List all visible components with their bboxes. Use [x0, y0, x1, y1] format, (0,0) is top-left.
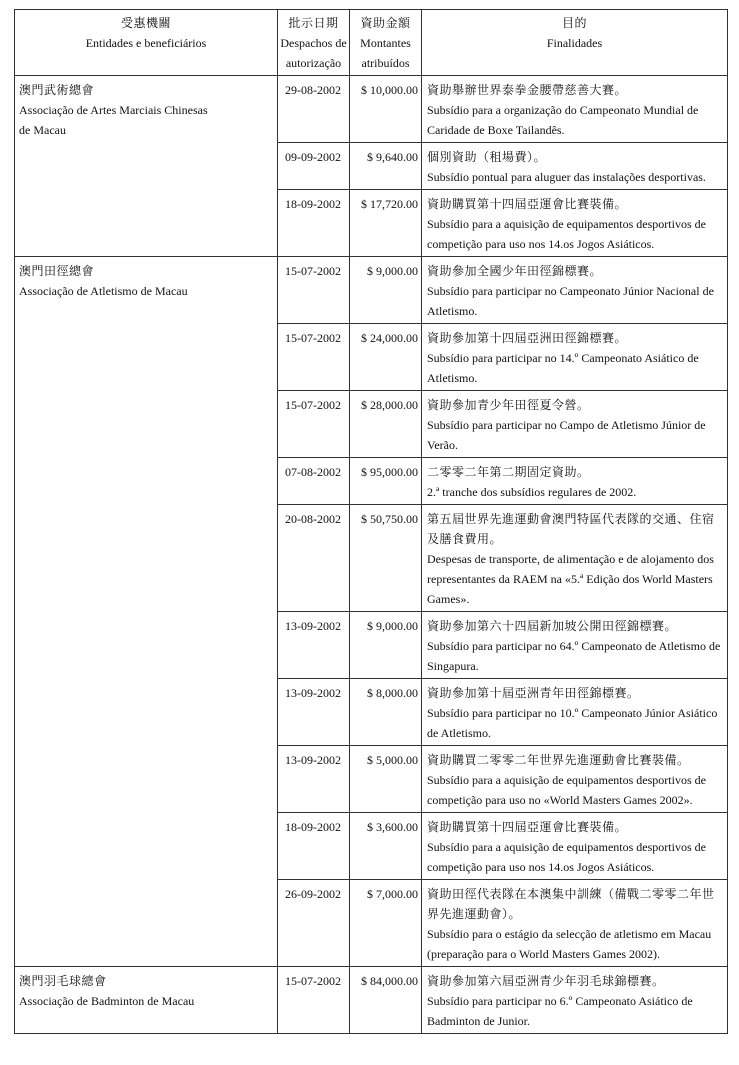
- header-date-pt-1: Despachos de: [280, 36, 347, 50]
- entity-cell: [15, 967, 278, 1034]
- purpose-cell: [422, 76, 728, 143]
- entity-name-pt: de Macau: [19, 123, 66, 137]
- date-cell: 15-07-2002: [278, 324, 350, 391]
- date-cell: 29-08-2002: [278, 76, 350, 143]
- entity-name-zh: 澳門武術總會: [19, 83, 95, 97]
- entity-cell: [15, 257, 278, 967]
- header-amount-zh: 資助金額: [360, 16, 411, 30]
- entity-name-pt: Associação de Badminton de Macau: [19, 994, 195, 1008]
- date-cell: 13-09-2002: [278, 612, 350, 679]
- purpose-pt: Despesas de transporte, de alimentação e de alojamento dos representantes da RAEM na «5.ª Edição dos World Masters Games».: [427, 552, 714, 606]
- purpose-zh: 資助購買第十四屆亞運會比賽裝備。: [427, 820, 628, 834]
- amount-cell: $ 95,000.00: [350, 458, 422, 505]
- purpose-cell: [422, 967, 728, 1034]
- date-cell: 15-07-2002: [278, 257, 350, 324]
- purpose-pt: Subsídio para participar no 14.º Campeonato Asiático de Atletismo.: [427, 351, 699, 385]
- entity-cell: [15, 76, 278, 257]
- date-cell: 20-08-2002: [278, 505, 350, 612]
- table-row: [15, 967, 728, 1034]
- purpose-pt: Subsídio para a aquisição de equipamentos desportivos de competição para uso nos 14.os Jogos Asiáticos.: [427, 840, 706, 874]
- header-purpose-pt: Finalidades: [546, 36, 603, 50]
- subsidy-table: [14, 9, 728, 1034]
- purpose-zh: 資助參加第十屆亞洲青年田徑錦標賽。: [427, 686, 640, 700]
- purpose-cell: [422, 458, 728, 505]
- purpose-pt: Subsídio para a aquisição de equipamentos desportivos de competição para uso no «World Masters Games 2002».: [427, 773, 706, 807]
- amount-cell: $ 17,720.00: [350, 190, 422, 257]
- entity-name-zh: 澳門田徑總會: [19, 264, 95, 278]
- amount-cell: $ 9,640.00: [350, 143, 422, 190]
- purpose-cell: [422, 190, 728, 257]
- entity-name-pt: Associação de Atletismo de Macau: [19, 284, 188, 298]
- purpose-pt: Subsídio para participar no 64.º Campeonato de Atletismo de Singapura.: [427, 639, 721, 673]
- purpose-pt: Subsídio para participar no Campo de Atletismo Júnior de Verão.: [427, 418, 706, 452]
- amount-cell: $ 50,750.00: [350, 505, 422, 612]
- purpose-pt: Subsídio para a organização do Campeonato Mundial de Caridade de Boxe Tailandês.: [427, 103, 699, 137]
- header-amount-pt-1: Montantes: [360, 36, 411, 50]
- amount-cell: $ 28,000.00: [350, 391, 422, 458]
- amount-cell: $ 24,000.00: [350, 324, 422, 391]
- header-purpose-zh: 目的: [561, 16, 587, 30]
- header-purpose: [422, 10, 728, 76]
- purpose-pt: 2.ª tranche dos subsídios regulares de 2002.: [427, 485, 637, 499]
- purpose-zh: 資助舉辦世界泰拳金腰帶慈善大賽。: [427, 83, 628, 97]
- date-cell: 15-07-2002: [278, 391, 350, 458]
- purpose-pt: Subsídio para participar no Campeonato Júnior Nacional de Atletismo.: [427, 284, 714, 318]
- amount-cell: $ 84,000.00: [350, 967, 422, 1034]
- purpose-cell: [422, 324, 728, 391]
- purpose-cell: [422, 505, 728, 612]
- purpose-cell: [422, 257, 728, 324]
- purpose-cell: [422, 612, 728, 679]
- amount-cell: $ 3,600.00: [350, 813, 422, 880]
- purpose-cell: [422, 746, 728, 813]
- amount-cell: $ 9,000.00: [350, 257, 422, 324]
- header-date-pt-2: autorização: [285, 56, 342, 70]
- amount-cell: $ 8,000.00: [350, 679, 422, 746]
- entity-name-zh: 澳門羽毛球總會: [19, 974, 107, 988]
- header-amount-pt-2: atribuídos: [361, 56, 410, 70]
- purpose-zh: 資助購買第十四屆亞運會比賽裝備。: [427, 197, 628, 211]
- entity-name-pt: Associação de Artes Marciais Chinesas: [19, 103, 208, 117]
- date-cell: 13-09-2002: [278, 746, 350, 813]
- purpose-zh: 資助參加全國少年田徑錦標賽。: [427, 264, 603, 278]
- purpose-zh: 個別資助（租場費）。: [427, 150, 547, 164]
- amount-cell: $ 9,000.00: [350, 612, 422, 679]
- header-row: [15, 10, 728, 76]
- date-cell: 26-09-2002: [278, 880, 350, 967]
- purpose-cell: [422, 813, 728, 880]
- purpose-pt: Subsídio para a aquisição de equipamentos desportivos de competição para uso nos 14.os Jogos Asiáticos.: [427, 217, 706, 251]
- purpose-cell: [422, 880, 728, 967]
- table-row: [15, 76, 728, 143]
- purpose-zh: 二零零二年第二期固定資助。: [427, 465, 590, 479]
- date-cell: 18-09-2002: [278, 190, 350, 257]
- purpose-pt: Subsídio para participar no 6.º Campeonato Asiático de Badminton de Junior.: [427, 994, 693, 1028]
- header-entity: [15, 10, 278, 76]
- header-amount: [350, 10, 422, 76]
- purpose-cell: [422, 679, 728, 746]
- purpose-pt: Subsídio para o estágio da selecção de atletismo em Macau (preparação para o World Masters Games 2002).: [427, 927, 712, 961]
- purpose-pt: Subsídio para participar no 10.º Campeonato Júnior Asiático de Atletismo.: [427, 706, 718, 740]
- table-row: [15, 257, 728, 324]
- date-cell: 07-08-2002: [278, 458, 350, 505]
- date-cell: 13-09-2002: [278, 679, 350, 746]
- amount-cell: $ 10,000.00: [350, 76, 422, 143]
- amount-cell: $ 5,000.00: [350, 746, 422, 813]
- header-entity-zh: 受惠機關: [120, 16, 171, 30]
- date-cell: 18-09-2002: [278, 813, 350, 880]
- header-date: [278, 10, 350, 76]
- purpose-pt: Subsídio pontual para aluguer das instalações desportivas.: [427, 170, 706, 184]
- amount-cell: $ 7,000.00: [350, 880, 422, 967]
- purpose-zh: 資助參加第十四屆亞洲田徑錦標賽。: [427, 331, 628, 345]
- header-date-zh: 批示日期: [288, 16, 339, 30]
- header-entity-pt: Entidades e beneficiários: [85, 36, 207, 50]
- date-cell: 09-09-2002: [278, 143, 350, 190]
- purpose-cell: [422, 391, 728, 458]
- purpose-zh: 第五屆世界先進運動會澳門特區代表隊的交通、住宿及膳食費用。: [427, 512, 715, 546]
- table-body: [15, 76, 728, 1034]
- purpose-zh: 資助參加青少年田徑夏令營。: [427, 398, 590, 412]
- date-cell: 15-07-2002: [278, 967, 350, 1034]
- purpose-zh: 資助購買二零零二年世界先進運動會比賽裝備。: [427, 753, 690, 767]
- purpose-zh: 資助參加第六十四屆新加坡公開田徑錦標賽。: [427, 619, 678, 633]
- purpose-cell: [422, 143, 728, 190]
- purpose-zh: 資助田徑代表隊在本澳集中訓練（備戰二零零二年世界先進運動會）。: [427, 887, 715, 921]
- purpose-zh: 資助參加第六屆亞洲青少年羽毛球錦標賽。: [427, 974, 665, 988]
